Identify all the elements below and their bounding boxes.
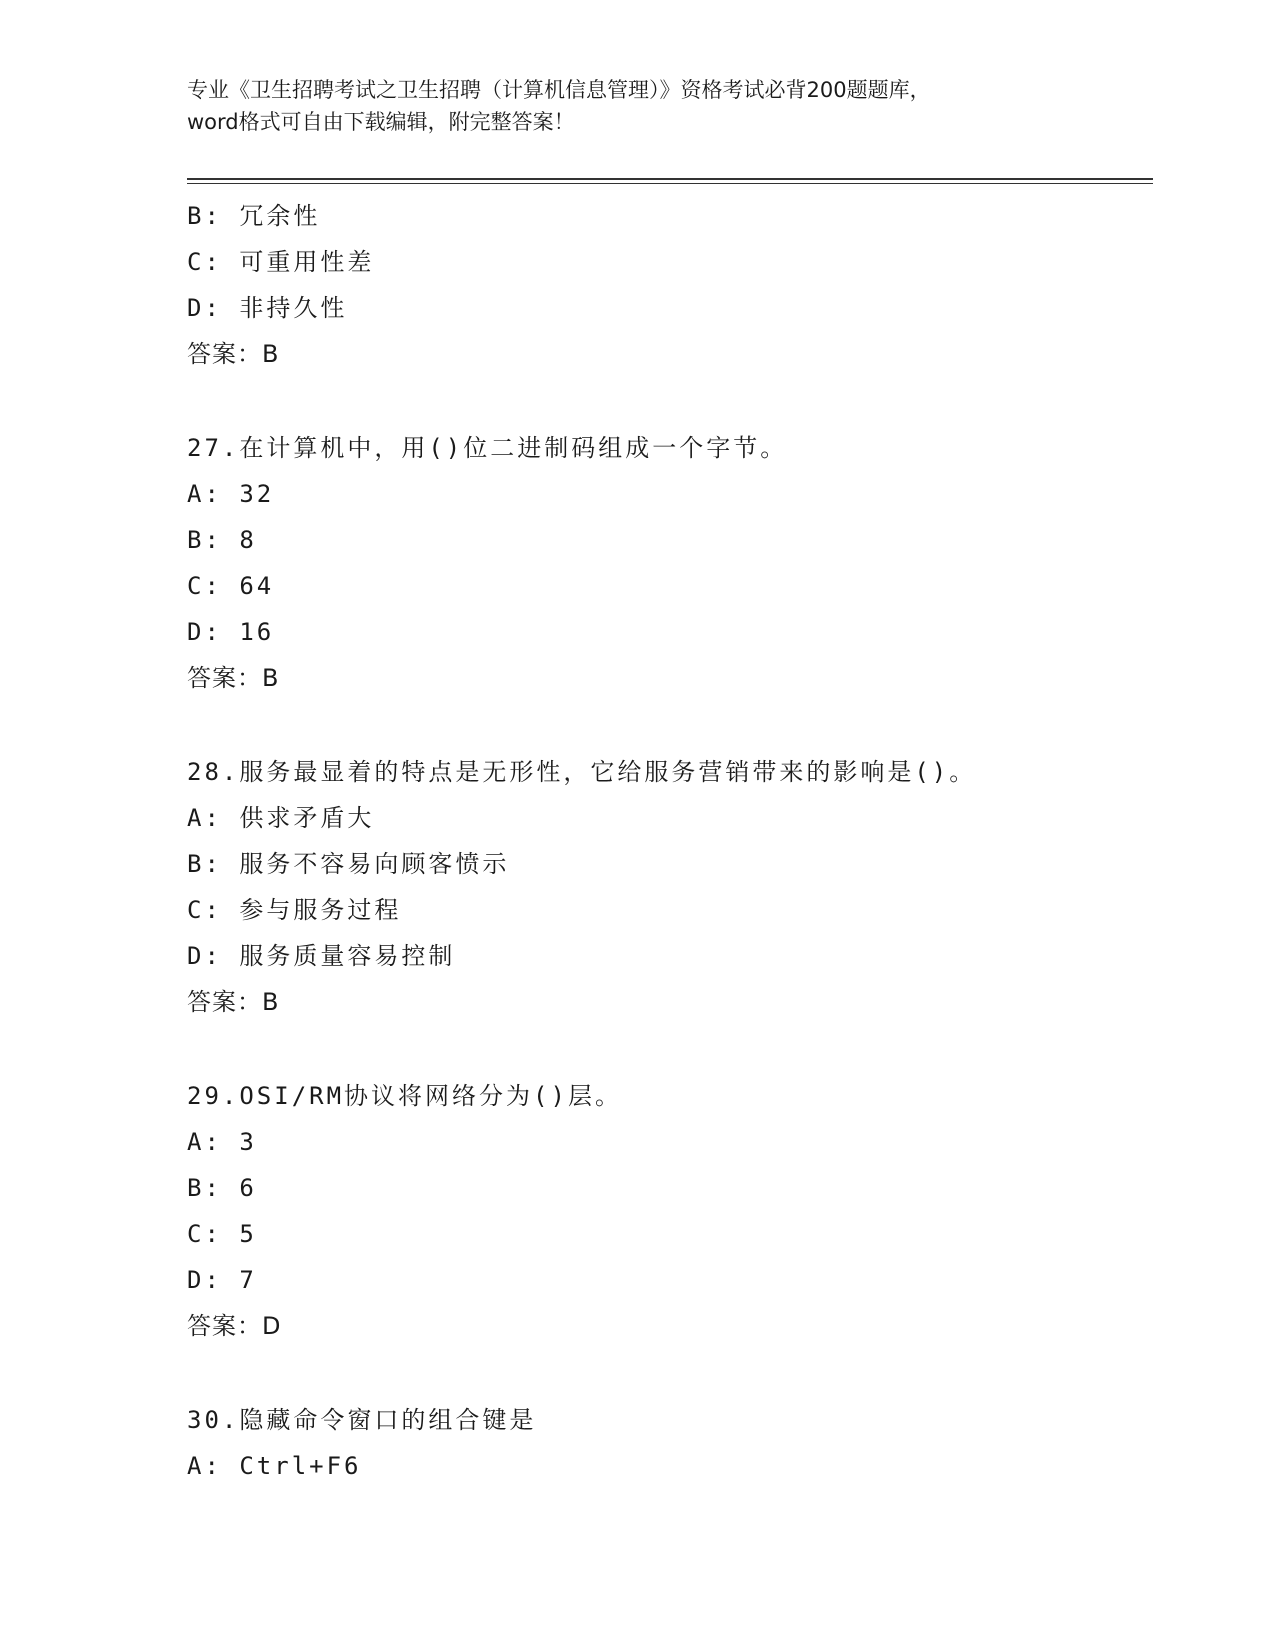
option-a: A: 32 <box>187 480 275 508</box>
option-d: D: 7 <box>187 1266 257 1294</box>
option-c: C: 5 <box>187 1220 257 1248</box>
question-text: 27.在计算机中，用()位二进制码组成一个字节。 <box>187 434 788 462</box>
block-spacer <box>187 1025 1147 1073</box>
option-c: C: 参与服务过程 <box>187 896 402 924</box>
answer-line: 答案：B <box>187 988 280 1016</box>
question-list <box>187 193 1147 1489</box>
question-block-26-tail <box>187 193 1147 377</box>
option-a: A: 3 <box>187 1128 257 1156</box>
question-text: 29.OSI/RM协议将网络分为()层。 <box>187 1082 622 1110</box>
option-a: A: Ctrl+F6 <box>187 1452 362 1480</box>
header-divider-thick <box>187 178 1153 180</box>
option-d: D: 非持久性 <box>187 294 348 322</box>
option-b: B: 服务不容易向顾客愤示 <box>187 850 510 878</box>
document-header <box>187 74 1087 138</box>
block-spacer <box>187 701 1147 749</box>
option-d: D: 服务质量容易控制 <box>187 942 456 970</box>
question-block-29 <box>187 1073 1147 1349</box>
question-block-30 <box>187 1397 1147 1489</box>
block-spacer <box>187 1349 1147 1397</box>
option-b: B: 冗余性 <box>187 202 321 230</box>
answer-line: 答案：D <box>187 1312 282 1340</box>
header-divider-thin <box>187 183 1153 184</box>
option-c: C: 64 <box>187 572 275 600</box>
header-title-line-2: word格式可自由下载编辑，附完整答案！ <box>187 110 575 134</box>
option-b: B: 8 <box>187 526 257 554</box>
question-text: 30.隐藏命令窗口的组合键是 <box>187 1406 537 1434</box>
option-c: C: 可重用性差 <box>187 248 375 276</box>
question-block-27 <box>187 425 1147 701</box>
question-text: 28.服务最显着的特点是无形性，它给服务营销带来的影响是()。 <box>187 758 977 786</box>
option-b: B: 6 <box>187 1174 257 1202</box>
block-spacer <box>187 377 1147 425</box>
question-block-28 <box>187 749 1147 1025</box>
answer-line: 答案：B <box>187 340 280 368</box>
answer-line: 答案：B <box>187 664 280 692</box>
option-d: D: 16 <box>187 618 275 646</box>
header-title-line-1: 专业《卫生招聘考试之卫生招聘（计算机信息管理）》资格考试必背200题题库， <box>187 78 931 102</box>
option-a: A: 供求矛盾大 <box>187 804 375 832</box>
